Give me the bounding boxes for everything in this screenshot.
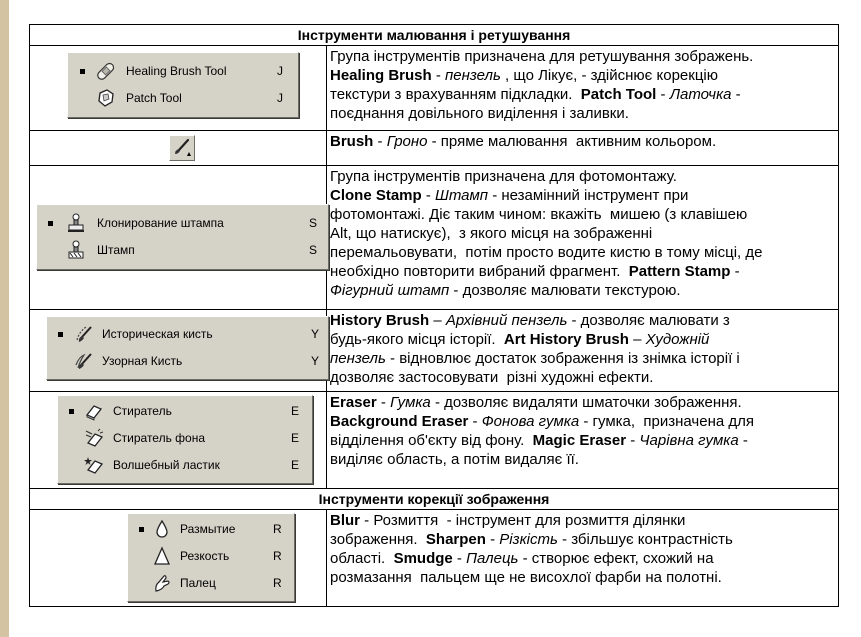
bandage-icon: [96, 61, 116, 81]
section-header-row: [30, 25, 839, 46]
description-line: [330, 66, 836, 85]
tool-name: Background Eraser: [330, 413, 469, 430]
active-bullet-icon: [58, 332, 63, 337]
shortcut-key: J: [277, 91, 283, 105]
description-text: - відновлює достаток зображення із знімка історії і: [385, 350, 740, 367]
active-bullet-icon: [80, 69, 85, 74]
menu-item-background-eraser[interactable]: [58, 426, 312, 450]
shortcut-key: E: [291, 431, 300, 445]
menu-item-label: Стиратель: [113, 404, 172, 418]
history-brush-tools-cell: [30, 310, 327, 392]
tool-translation: Фонова гумка: [481, 413, 580, 430]
description-text: - пряме малювання активним кольором.: [427, 133, 717, 150]
description-text: виділяє область, а потім видаляє її.: [330, 451, 579, 468]
description-text: текстури з врахуванням підкладки.: [330, 86, 581, 103]
menu-item-label: Размытие: [180, 522, 236, 536]
shortcut-key: J: [277, 64, 283, 78]
tool-name: Sharpen: [425, 531, 486, 548]
menu-item-label: Healing Brush Tool: [126, 64, 227, 78]
description-text: –: [429, 312, 446, 329]
description-text: зображення.: [330, 531, 426, 548]
tools-table: [29, 24, 839, 607]
description-line: [330, 568, 836, 587]
tool-flyout-menu: [127, 513, 295, 602]
description-text: - Розмиття - інструмент для розмиття ділянки: [360, 512, 686, 529]
description-text: -: [452, 550, 467, 567]
description-line: [330, 132, 836, 151]
description-text: -: [373, 133, 387, 150]
description-line: [330, 349, 836, 368]
menu-item-smudge[interactable]: [128, 571, 294, 595]
magic-eraser-icon: [84, 455, 104, 475]
description-cell: [327, 166, 839, 310]
description-cell: [327, 131, 839, 166]
table-row: [30, 310, 839, 392]
shortcut-key: S: [309, 243, 318, 257]
description-line: [330, 450, 836, 469]
description-text: - незамінний інструмент при: [488, 187, 689, 204]
description-text: необхідно повторити вибраний фрагмент.: [330, 263, 629, 280]
description-text: Alt, що натискує), з якого місця на зображенні: [330, 225, 653, 242]
description-text: -: [468, 413, 482, 430]
tool-flyout-menu: [57, 395, 313, 484]
menu-item-pattern-stamp[interactable]: [37, 238, 328, 262]
tool-name: Clone Stamp: [330, 187, 422, 204]
table-row: [30, 46, 839, 131]
description-text: фотомонтажі. Діє таким чином: вкажіть мишею (з клавішею: [330, 206, 748, 223]
patch-icon: [96, 88, 116, 108]
menu-item-sharpen[interactable]: [128, 544, 294, 568]
focus-tools-cell: [30, 510, 327, 607]
description-line: [330, 224, 836, 243]
description-line: [330, 330, 836, 349]
description-line: [330, 412, 836, 431]
description-line: [330, 431, 836, 450]
tool-name: Pattern Stamp: [628, 263, 731, 280]
menu-item-label: Резкость: [180, 549, 230, 563]
description-text: -: [376, 394, 391, 411]
brush-tool-cell: [30, 131, 327, 166]
tool-flyout-menu: [67, 52, 299, 118]
description-text: розмазання пальцем ще не висохлої фарби на полотні.: [330, 569, 722, 586]
description-cell: [327, 46, 839, 131]
menu-item-label: Волшебный ластик: [113, 458, 220, 472]
description-line: [330, 393, 836, 412]
smudge-finger-icon: [152, 573, 172, 593]
description-text: -: [730, 263, 740, 280]
tool-name: Eraser: [330, 394, 377, 411]
description-text: поєднання довільного виділення і заливки.: [330, 105, 629, 122]
tool-translation: пензель: [330, 350, 386, 367]
pattern-stamp-icon: [66, 240, 86, 260]
tool-name: Magic Eraser: [532, 432, 627, 449]
shortcut-key: E: [291, 458, 300, 472]
description-line: [330, 243, 836, 262]
stamp-tools-cell: [30, 166, 327, 310]
description-text: Група інструментів призначена для ретушування зображень.: [330, 48, 754, 65]
description-text: -: [656, 86, 670, 103]
clone-stamp-icon: [66, 213, 86, 233]
tool-name: Blur: [330, 512, 360, 529]
description-text: дозволяє застосовувати різні художні ефекти.: [330, 369, 654, 386]
menu-item-label: Штамп: [97, 243, 135, 257]
description-text: - дозволяє видаляти шматочки зображення.: [430, 394, 742, 411]
description-line: [330, 530, 836, 549]
description-line: [330, 205, 836, 224]
description-text: будь-якого місця історії.: [330, 331, 504, 348]
menu-item-label: Палец: [180, 576, 216, 590]
shortcut-key: R: [273, 522, 282, 536]
description-line: [330, 311, 836, 330]
tool-translation: Фігурний штамп: [330, 282, 450, 299]
tool-name: Art History Brush: [503, 331, 629, 348]
description-cell: [327, 310, 839, 392]
menu-item-label: Узорная Кисть: [102, 354, 183, 368]
description-text: -: [485, 531, 500, 548]
menu-item-patch-tool[interactable]: [68, 86, 298, 110]
description-line: [330, 85, 836, 104]
description-cell: [327, 510, 839, 607]
table-row: [30, 510, 839, 607]
tool-translation: Латочка: [669, 86, 732, 103]
description-text: Група інструментів призначена для фотомонтажу.: [330, 168, 677, 185]
description-text: -: [431, 67, 446, 84]
active-bullet-icon: [48, 221, 53, 226]
description-text: , що Лікує, - здійснює корекцію: [500, 67, 718, 84]
tool-name: Patch Tool: [580, 86, 657, 103]
description-text: - створює ефект, схожий на: [518, 550, 714, 567]
tool-translation: Штамп: [435, 187, 489, 204]
shortcut-key: Y: [311, 354, 320, 368]
tool-name: Brush: [330, 133, 374, 150]
menu-item-blur[interactable]: [128, 517, 294, 541]
description-line: [330, 262, 836, 281]
menu-item-label: Patch Tool: [126, 91, 182, 105]
menu-item-art-history-brush[interactable]: [47, 349, 328, 373]
menu-item-label: Клонирование штампа: [97, 216, 224, 230]
description-line: [330, 549, 836, 568]
tool-translation: Гумка: [390, 394, 431, 411]
shortcut-key: Y: [311, 327, 320, 341]
description-text: - збільшує контрастність: [557, 531, 733, 548]
description-text: - дозволяє малювати текстурою.: [449, 282, 681, 299]
menu-item-healing-brush[interactable]: [68, 59, 298, 83]
shortcut-key: S: [309, 216, 318, 230]
shortcut-key: R: [273, 549, 282, 563]
description-line: [330, 511, 836, 530]
left-accent-bar: [0, 0, 9, 637]
menu-item-clone-stamp[interactable]: [37, 211, 328, 235]
brush-icon: [170, 136, 194, 160]
tool-translation: Чарівна гумка: [639, 432, 739, 449]
description-text: області.: [330, 550, 394, 567]
description-text: -: [626, 432, 640, 449]
description-text: –: [628, 331, 646, 348]
tool-translation: Палець: [466, 550, 519, 567]
menu-item-eraser[interactable]: [58, 399, 312, 423]
description-line: [330, 186, 836, 205]
background-eraser-icon: [84, 428, 104, 448]
description-line: [330, 167, 836, 186]
menu-item-history-brush[interactable]: [47, 322, 328, 346]
tool-translation: Художній: [645, 331, 710, 348]
active-bullet-icon: [139, 527, 144, 532]
table-row: [30, 166, 839, 310]
table-row: [30, 392, 839, 489]
menu-item-label: Историческая кисть: [102, 327, 213, 341]
tool-translation: Архівний пензель: [445, 312, 568, 329]
brush-tool-button[interactable]: [169, 135, 195, 161]
sharpen-triangle-icon: [152, 546, 172, 566]
description-text: -: [738, 432, 748, 449]
tool-name: Healing Brush: [330, 67, 432, 84]
description-text: -: [421, 187, 436, 204]
description-text: перемальовувати, потім просто водите кистю в тому місці, де: [330, 244, 763, 261]
shortcut-key: E: [291, 404, 300, 418]
tool-flyout-menu: [36, 204, 329, 270]
shortcut-key: R: [273, 576, 282, 590]
description-line: [330, 47, 836, 66]
tool-translation: пензель: [445, 67, 501, 84]
tool-translation: Гроно: [386, 133, 428, 150]
description-text: - дозволяє малювати з: [567, 312, 730, 329]
history-brush-icon: [74, 324, 94, 344]
eraser-icon: [84, 401, 104, 421]
tool-translation: Різкість: [499, 531, 558, 548]
description-text: - гумка, призначена для: [579, 413, 754, 430]
art-history-brush-icon: [74, 351, 94, 371]
description-cell: [327, 392, 839, 489]
description-text: -: [731, 86, 741, 103]
tool-name: History Brush: [330, 312, 430, 329]
active-bullet-icon: [69, 409, 74, 414]
eraser-tools-cell: [30, 392, 327, 489]
description-text: відділення об'єкту від фону.: [330, 432, 533, 449]
tool-flyout-menu: [46, 316, 329, 380]
table-row: [30, 131, 839, 166]
section-title-painting: Інструменти малювання і ретушування: [30, 25, 839, 46]
section-header-row: [30, 489, 839, 510]
section-title-correction: Інструменти корекції зображення: [30, 489, 839, 510]
menu-item-magic-eraser[interactable]: [58, 453, 312, 477]
description-line: [330, 368, 836, 387]
tool-name: Smudge: [393, 550, 453, 567]
menu-item-label: Стиратель фона: [113, 431, 206, 445]
description-line: [330, 281, 836, 300]
blur-drop-icon: [152, 519, 172, 539]
description-line: [330, 104, 836, 123]
healing-tools-cell: [30, 46, 327, 131]
